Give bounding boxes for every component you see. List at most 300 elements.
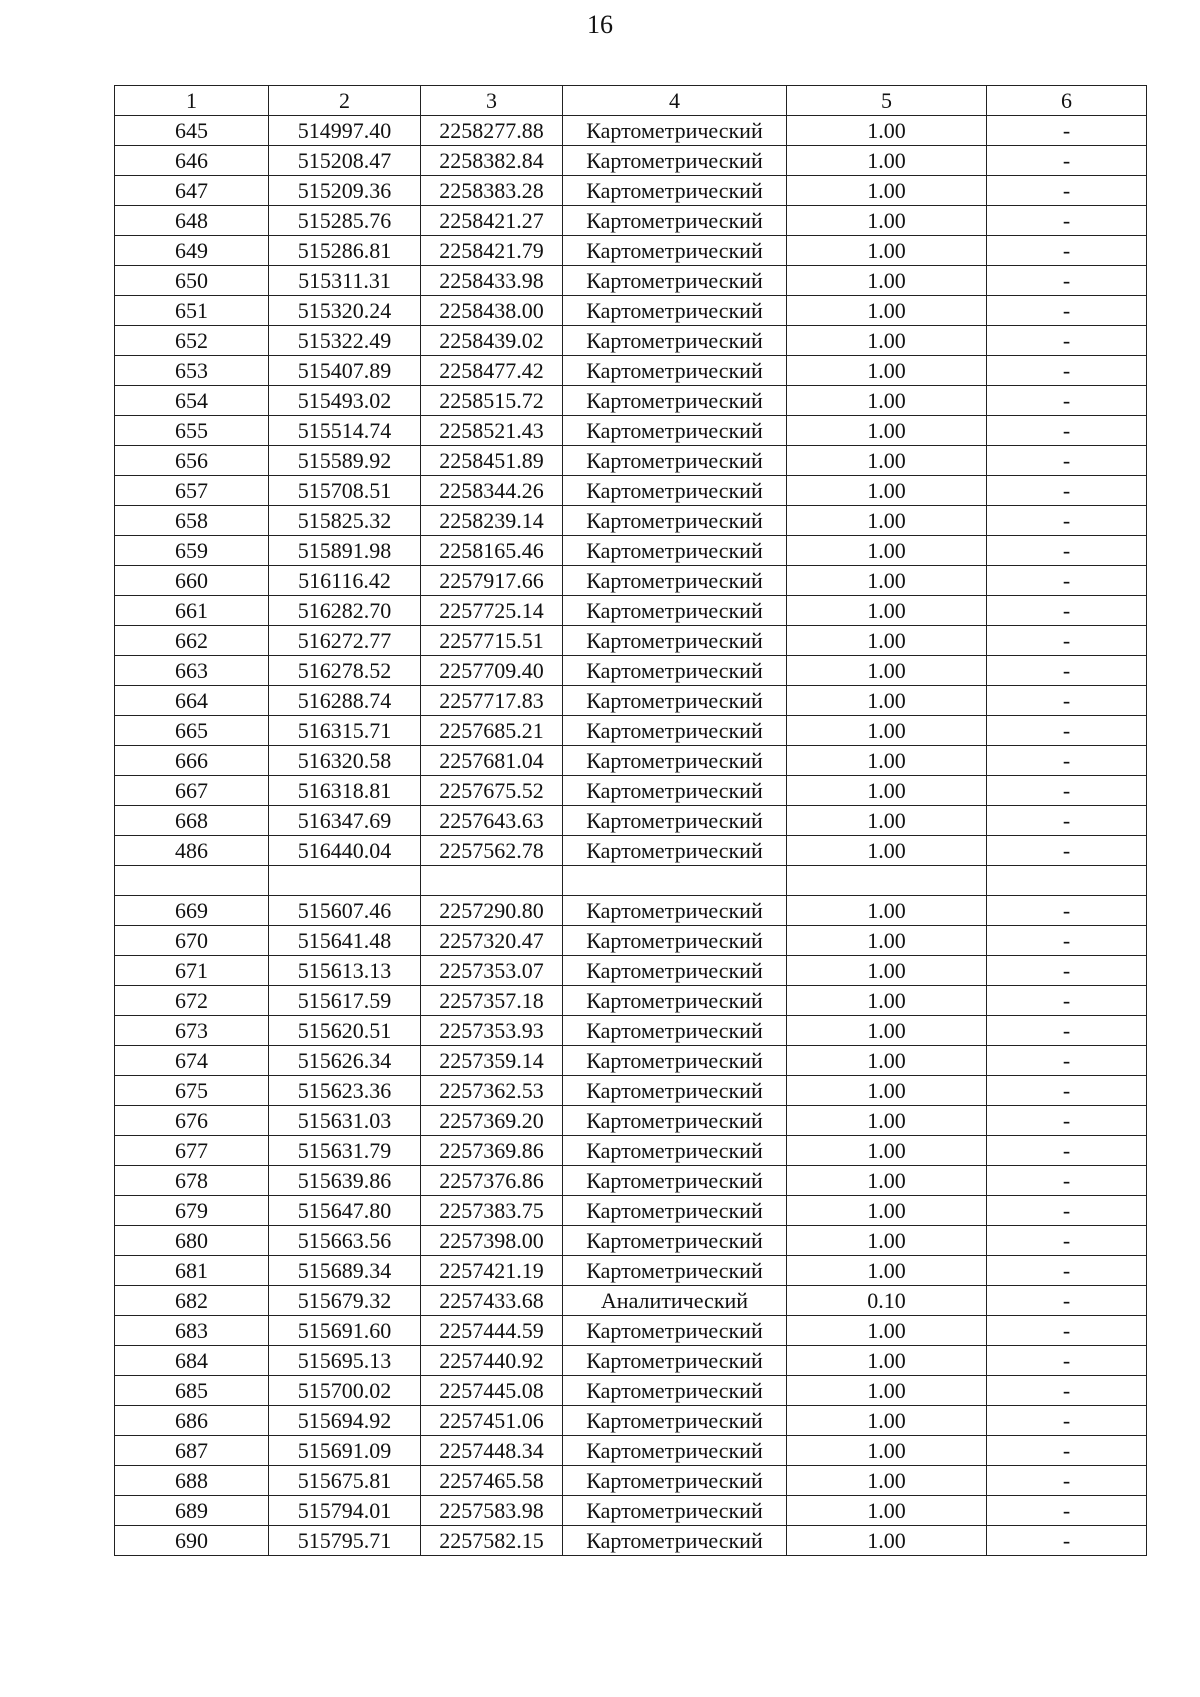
table-row bbox=[115, 416, 1147, 446]
method-cell: Картометрический bbox=[563, 176, 787, 206]
table-row bbox=[115, 1226, 1147, 1256]
y-coordinate-cell: 2258239.14 bbox=[421, 506, 563, 536]
x-coordinate-cell: 515208.47 bbox=[269, 146, 421, 176]
column-header: 5 bbox=[787, 86, 987, 116]
method-cell: Картометрический bbox=[563, 1316, 787, 1346]
table-row bbox=[115, 1526, 1147, 1556]
accuracy-cell: 1.00 bbox=[787, 746, 987, 776]
table-row bbox=[115, 1016, 1147, 1046]
method-cell: Картометрический bbox=[563, 1406, 787, 1436]
x-coordinate-cell: 516278.52 bbox=[269, 656, 421, 686]
table-row bbox=[115, 1166, 1147, 1196]
note-cell: - bbox=[987, 326, 1147, 356]
method-cell: Картометрический bbox=[563, 896, 787, 926]
accuracy-cell: 1.00 bbox=[787, 656, 987, 686]
accuracy-cell: 1.00 bbox=[787, 1436, 987, 1466]
x-coordinate-cell: 515794.01 bbox=[269, 1496, 421, 1526]
point-number-cell: 671 bbox=[115, 956, 269, 986]
table-row bbox=[115, 986, 1147, 1016]
point-number-cell: 690 bbox=[115, 1526, 269, 1556]
point-number-cell: 652 bbox=[115, 326, 269, 356]
y-coordinate-cell: 2258165.46 bbox=[421, 536, 563, 566]
x-coordinate-cell: 514997.40 bbox=[269, 116, 421, 146]
x-coordinate-cell: 516282.70 bbox=[269, 596, 421, 626]
x-coordinate-cell: 516116.42 bbox=[269, 566, 421, 596]
point-number-cell: 674 bbox=[115, 1046, 269, 1076]
y-coordinate-cell: 2257675.52 bbox=[421, 776, 563, 806]
method-cell: Картометрический bbox=[563, 1046, 787, 1076]
y-coordinate-cell: 2257917.66 bbox=[421, 566, 563, 596]
accuracy-cell: 1.00 bbox=[787, 206, 987, 236]
x-coordinate-cell: 515691.60 bbox=[269, 1316, 421, 1346]
accuracy-cell: 1.00 bbox=[787, 986, 987, 1016]
point-number-cell: 683 bbox=[115, 1316, 269, 1346]
table-row bbox=[115, 716, 1147, 746]
y-coordinate-cell: 2257685.21 bbox=[421, 716, 563, 746]
x-coordinate-cell: 515209.36 bbox=[269, 176, 421, 206]
accuracy-cell: 1.00 bbox=[787, 536, 987, 566]
point-number-cell: 646 bbox=[115, 146, 269, 176]
method-cell: Картометрический bbox=[563, 1016, 787, 1046]
accuracy-cell: 1.00 bbox=[787, 176, 987, 206]
x-coordinate-cell: 515675.81 bbox=[269, 1466, 421, 1496]
point-number-cell: 656 bbox=[115, 446, 269, 476]
note-cell: - bbox=[987, 506, 1147, 536]
y-coordinate-cell: 2257681.04 bbox=[421, 746, 563, 776]
accuracy-cell: 1.00 bbox=[787, 356, 987, 386]
x-coordinate-cell: 515825.32 bbox=[269, 506, 421, 536]
note-cell: - bbox=[987, 1286, 1147, 1316]
note-cell: - bbox=[987, 1526, 1147, 1556]
x-coordinate-cell: 515639.86 bbox=[269, 1166, 421, 1196]
y-coordinate-cell: 2258438.00 bbox=[421, 296, 563, 326]
method-cell: Картометрический bbox=[563, 236, 787, 266]
accuracy-cell: 1.00 bbox=[787, 1226, 987, 1256]
y-coordinate-cell: 2258382.84 bbox=[421, 146, 563, 176]
table-row bbox=[115, 476, 1147, 506]
method-cell: Картометрический bbox=[563, 686, 787, 716]
table-row bbox=[115, 656, 1147, 686]
accuracy-cell: 0.10 bbox=[787, 1286, 987, 1316]
point-number-cell: 675 bbox=[115, 1076, 269, 1106]
note-cell: - bbox=[987, 1196, 1147, 1226]
table-row bbox=[115, 1346, 1147, 1376]
method-cell: Картометрический bbox=[563, 326, 787, 356]
point-number-cell: 654 bbox=[115, 386, 269, 416]
note-cell: - bbox=[987, 1136, 1147, 1166]
table-body bbox=[115, 116, 1147, 1556]
table-row bbox=[115, 1316, 1147, 1346]
note-cell: - bbox=[987, 686, 1147, 716]
method-cell: Картометрический bbox=[563, 446, 787, 476]
point-number-cell: 676 bbox=[115, 1106, 269, 1136]
table-row bbox=[115, 806, 1147, 836]
note-cell: - bbox=[987, 956, 1147, 986]
accuracy-cell: 1.00 bbox=[787, 806, 987, 836]
table-row bbox=[115, 206, 1147, 236]
note-cell: - bbox=[987, 1016, 1147, 1046]
y-coordinate-cell: 2257582.15 bbox=[421, 1526, 563, 1556]
method-cell: Аналитический bbox=[563, 1286, 787, 1316]
accuracy-cell: 1.00 bbox=[787, 1496, 987, 1526]
y-coordinate-cell: 2257643.63 bbox=[421, 806, 563, 836]
point-number-cell: 658 bbox=[115, 506, 269, 536]
y-coordinate-cell: 2257445.08 bbox=[421, 1376, 563, 1406]
accuracy-cell: 1.00 bbox=[787, 566, 987, 596]
method-cell: Картометрический bbox=[563, 1346, 787, 1376]
point-number-cell: 661 bbox=[115, 596, 269, 626]
y-coordinate-cell: 2257362.53 bbox=[421, 1076, 563, 1106]
column-header: 1 bbox=[115, 86, 269, 116]
note-cell: - bbox=[987, 476, 1147, 506]
accuracy-cell: 1.00 bbox=[787, 686, 987, 716]
table-row bbox=[115, 386, 1147, 416]
table-row bbox=[115, 296, 1147, 326]
note-cell: - bbox=[987, 1436, 1147, 1466]
x-coordinate-cell: 515663.56 bbox=[269, 1226, 421, 1256]
x-coordinate-cell: 516440.04 bbox=[269, 836, 421, 866]
x-coordinate-cell: 515647.80 bbox=[269, 1196, 421, 1226]
method-cell: Картометрический bbox=[563, 926, 787, 956]
table-row bbox=[115, 1106, 1147, 1136]
y-coordinate-cell: 2257357.18 bbox=[421, 986, 563, 1016]
table-row bbox=[115, 356, 1147, 386]
x-coordinate-cell: 515641.48 bbox=[269, 926, 421, 956]
x-coordinate-cell: 515679.32 bbox=[269, 1286, 421, 1316]
method-cell: Картометрический bbox=[563, 506, 787, 536]
accuracy-cell: 1.00 bbox=[787, 1016, 987, 1046]
note-cell: - bbox=[987, 566, 1147, 596]
y-coordinate-cell: 2257369.20 bbox=[421, 1106, 563, 1136]
y-coordinate-cell: 2257725.14 bbox=[421, 596, 563, 626]
x-coordinate-cell: 515407.89 bbox=[269, 356, 421, 386]
accuracy-cell: 1.00 bbox=[787, 236, 987, 266]
method-cell: Картометрический bbox=[563, 1196, 787, 1226]
x-coordinate-cell: 515689.34 bbox=[269, 1256, 421, 1286]
method-cell: Картометрический bbox=[563, 716, 787, 746]
point-number-cell: 681 bbox=[115, 1256, 269, 1286]
x-coordinate-cell: 516315.71 bbox=[269, 716, 421, 746]
x-coordinate-cell: 515626.34 bbox=[269, 1046, 421, 1076]
y-coordinate-cell: 2257353.93 bbox=[421, 1016, 563, 1046]
accuracy-cell: 1.00 bbox=[787, 1376, 987, 1406]
x-coordinate-cell: 515631.79 bbox=[269, 1136, 421, 1166]
y-coordinate-cell: 2258344.26 bbox=[421, 476, 563, 506]
y-coordinate-cell bbox=[421, 866, 563, 896]
table-row bbox=[115, 1496, 1147, 1526]
y-coordinate-cell: 2258277.88 bbox=[421, 116, 563, 146]
x-coordinate-cell: 515285.76 bbox=[269, 206, 421, 236]
x-coordinate-cell: 515891.98 bbox=[269, 536, 421, 566]
accuracy-cell: 1.00 bbox=[787, 1196, 987, 1226]
accuracy-cell: 1.00 bbox=[787, 476, 987, 506]
method-cell: Картометрический bbox=[563, 776, 787, 806]
y-coordinate-cell: 2257376.86 bbox=[421, 1166, 563, 1196]
table-row bbox=[115, 956, 1147, 986]
accuracy-cell: 1.00 bbox=[787, 1106, 987, 1136]
point-number-cell: 659 bbox=[115, 536, 269, 566]
method-cell: Картометрический bbox=[563, 416, 787, 446]
accuracy-cell: 1.00 bbox=[787, 956, 987, 986]
x-coordinate-cell: 516288.74 bbox=[269, 686, 421, 716]
x-coordinate-cell: 515708.51 bbox=[269, 476, 421, 506]
table-row bbox=[115, 1286, 1147, 1316]
y-coordinate-cell: 2257440.92 bbox=[421, 1346, 563, 1376]
point-number-cell: 664 bbox=[115, 686, 269, 716]
table-row bbox=[115, 236, 1147, 266]
method-cell: Картометрический bbox=[563, 386, 787, 416]
point-number-cell: 689 bbox=[115, 1496, 269, 1526]
y-coordinate-cell: 2257709.40 bbox=[421, 656, 563, 686]
accuracy-cell: 1.00 bbox=[787, 776, 987, 806]
point-number-cell: 665 bbox=[115, 716, 269, 746]
y-coordinate-cell: 2257448.34 bbox=[421, 1436, 563, 1466]
point-number-cell: 678 bbox=[115, 1166, 269, 1196]
y-coordinate-cell: 2257583.98 bbox=[421, 1496, 563, 1526]
point-number-cell: 677 bbox=[115, 1136, 269, 1166]
note-cell: - bbox=[987, 656, 1147, 686]
note-cell: - bbox=[987, 986, 1147, 1016]
accuracy-cell: 1.00 bbox=[787, 1316, 987, 1346]
point-number-cell: 657 bbox=[115, 476, 269, 506]
y-coordinate-cell: 2257359.14 bbox=[421, 1046, 563, 1076]
accuracy-cell: 1.00 bbox=[787, 1346, 987, 1376]
method-cell: Картометрический bbox=[563, 1496, 787, 1526]
note-cell: - bbox=[987, 1316, 1147, 1346]
method-cell: Картометрический bbox=[563, 746, 787, 776]
note-cell: - bbox=[987, 1496, 1147, 1526]
note-cell: - bbox=[987, 716, 1147, 746]
accuracy-cell: 1.00 bbox=[787, 1046, 987, 1076]
column-header: 4 bbox=[563, 86, 787, 116]
note-cell: - bbox=[987, 1046, 1147, 1076]
x-coordinate-cell: 515691.09 bbox=[269, 1436, 421, 1466]
table-row bbox=[115, 536, 1147, 566]
note-cell: - bbox=[987, 296, 1147, 326]
method-cell: Картометрический bbox=[563, 806, 787, 836]
note-cell: - bbox=[987, 1376, 1147, 1406]
method-cell: Картометрический bbox=[563, 596, 787, 626]
note-cell: - bbox=[987, 356, 1147, 386]
note-cell: - bbox=[987, 1466, 1147, 1496]
x-coordinate-cell: 515514.74 bbox=[269, 416, 421, 446]
y-coordinate-cell: 2257353.07 bbox=[421, 956, 563, 986]
method-cell: Картометрический bbox=[563, 206, 787, 236]
y-coordinate-cell: 2257433.68 bbox=[421, 1286, 563, 1316]
method-cell: Картометрический bbox=[563, 836, 787, 866]
note-cell: - bbox=[987, 1106, 1147, 1136]
note-cell: - bbox=[987, 896, 1147, 926]
table-row bbox=[115, 506, 1147, 536]
accuracy-cell: 1.00 bbox=[787, 896, 987, 926]
method-cell: Картометрический bbox=[563, 1166, 787, 1196]
point-number-cell: 679 bbox=[115, 1196, 269, 1226]
note-cell: - bbox=[987, 206, 1147, 236]
accuracy-cell: 1.00 bbox=[787, 596, 987, 626]
note-cell: - bbox=[987, 596, 1147, 626]
x-coordinate-cell: 516318.81 bbox=[269, 776, 421, 806]
y-coordinate-cell: 2258477.42 bbox=[421, 356, 563, 386]
point-number-cell: 651 bbox=[115, 296, 269, 326]
point-number-cell: 655 bbox=[115, 416, 269, 446]
x-coordinate-cell: 515311.31 bbox=[269, 266, 421, 296]
accuracy-cell: 1.00 bbox=[787, 116, 987, 146]
table-row bbox=[115, 596, 1147, 626]
method-cell: Картометрический bbox=[563, 566, 787, 596]
accuracy-cell: 1.00 bbox=[787, 1406, 987, 1436]
method-cell: Картометрический bbox=[563, 656, 787, 686]
y-coordinate-cell: 2257383.75 bbox=[421, 1196, 563, 1226]
x-coordinate-cell: 515623.36 bbox=[269, 1076, 421, 1106]
y-coordinate-cell: 2258383.28 bbox=[421, 176, 563, 206]
accuracy-cell: 1.00 bbox=[787, 1526, 987, 1556]
x-coordinate-cell bbox=[269, 866, 421, 896]
note-cell: - bbox=[987, 236, 1147, 266]
note-cell: - bbox=[987, 386, 1147, 416]
table-row bbox=[115, 266, 1147, 296]
accuracy-cell: 1.00 bbox=[787, 836, 987, 866]
x-coordinate-cell: 515613.13 bbox=[269, 956, 421, 986]
note-cell: - bbox=[987, 176, 1147, 206]
accuracy-cell: 1.00 bbox=[787, 446, 987, 476]
y-coordinate-cell: 2257444.59 bbox=[421, 1316, 563, 1346]
method-cell bbox=[563, 866, 787, 896]
table-row bbox=[115, 1376, 1147, 1406]
table-row bbox=[115, 446, 1147, 476]
method-cell: Картометрический bbox=[563, 1526, 787, 1556]
method-cell: Картометрический bbox=[563, 1136, 787, 1166]
point-number-cell: 486 bbox=[115, 836, 269, 866]
y-coordinate-cell: 2258439.02 bbox=[421, 326, 563, 356]
y-coordinate-cell: 2257715.51 bbox=[421, 626, 563, 656]
y-coordinate-cell: 2258451.89 bbox=[421, 446, 563, 476]
method-cell: Картометрический bbox=[563, 356, 787, 386]
point-number-cell: 649 bbox=[115, 236, 269, 266]
x-coordinate-cell: 515320.24 bbox=[269, 296, 421, 326]
table-row bbox=[115, 1406, 1147, 1436]
column-header: 6 bbox=[987, 86, 1147, 116]
x-coordinate-cell: 515694.92 bbox=[269, 1406, 421, 1436]
point-number-cell: 645 bbox=[115, 116, 269, 146]
y-coordinate-cell: 2258521.43 bbox=[421, 416, 563, 446]
method-cell: Картометрический bbox=[563, 1226, 787, 1256]
x-coordinate-cell: 515695.13 bbox=[269, 1346, 421, 1376]
x-coordinate-cell: 516320.58 bbox=[269, 746, 421, 776]
coordinates-table bbox=[114, 85, 1147, 1556]
table-row bbox=[115, 926, 1147, 956]
point-number-cell: 653 bbox=[115, 356, 269, 386]
point-number-cell: 682 bbox=[115, 1286, 269, 1316]
method-cell: Картометрический bbox=[563, 956, 787, 986]
note-cell: - bbox=[987, 1226, 1147, 1256]
accuracy-cell: 1.00 bbox=[787, 1076, 987, 1106]
x-coordinate-cell: 516347.69 bbox=[269, 806, 421, 836]
method-cell: Картометрический bbox=[563, 1106, 787, 1136]
method-cell: Картометрический bbox=[563, 1376, 787, 1406]
accuracy-cell: 1.00 bbox=[787, 626, 987, 656]
note-cell: - bbox=[987, 1166, 1147, 1196]
point-number-cell: 688 bbox=[115, 1466, 269, 1496]
note-cell: - bbox=[987, 776, 1147, 806]
table-row bbox=[115, 866, 1147, 896]
table-row bbox=[115, 776, 1147, 806]
accuracy-cell: 1.00 bbox=[787, 146, 987, 176]
accuracy-cell: 1.00 bbox=[787, 266, 987, 296]
y-coordinate-cell: 2257451.06 bbox=[421, 1406, 563, 1436]
point-number-cell: 660 bbox=[115, 566, 269, 596]
x-coordinate-cell: 515631.03 bbox=[269, 1106, 421, 1136]
note-cell: - bbox=[987, 1076, 1147, 1106]
note-cell: - bbox=[987, 1346, 1147, 1376]
point-number-cell: 686 bbox=[115, 1406, 269, 1436]
table-row bbox=[115, 1436, 1147, 1466]
note-cell: - bbox=[987, 536, 1147, 566]
point-number-cell: 648 bbox=[115, 206, 269, 236]
table-row bbox=[115, 566, 1147, 596]
accuracy-cell: 1.00 bbox=[787, 1466, 987, 1496]
x-coordinate-cell: 516272.77 bbox=[269, 626, 421, 656]
point-number-cell: 684 bbox=[115, 1346, 269, 1376]
point-number-cell: 687 bbox=[115, 1436, 269, 1466]
column-header: 2 bbox=[269, 86, 421, 116]
point-number-cell: 672 bbox=[115, 986, 269, 1016]
table-row bbox=[115, 746, 1147, 776]
accuracy-cell: 1.00 bbox=[787, 296, 987, 326]
x-coordinate-cell: 515607.46 bbox=[269, 896, 421, 926]
column-header: 3 bbox=[421, 86, 563, 116]
note-cell: - bbox=[987, 446, 1147, 476]
table-row bbox=[115, 686, 1147, 716]
note-cell: - bbox=[987, 836, 1147, 866]
point-number-cell: 662 bbox=[115, 626, 269, 656]
point-number-cell: 647 bbox=[115, 176, 269, 206]
method-cell: Картометрический bbox=[563, 1436, 787, 1466]
y-coordinate-cell: 2257562.78 bbox=[421, 836, 563, 866]
accuracy-cell: 1.00 bbox=[787, 1166, 987, 1196]
y-coordinate-cell: 2258421.79 bbox=[421, 236, 563, 266]
accuracy-cell: 1.00 bbox=[787, 506, 987, 536]
y-coordinate-cell: 2257421.19 bbox=[421, 1256, 563, 1286]
note-cell: - bbox=[987, 1256, 1147, 1286]
table-row bbox=[115, 116, 1147, 146]
point-number-cell: 673 bbox=[115, 1016, 269, 1046]
table-header-row bbox=[115, 86, 1147, 116]
method-cell: Картометрический bbox=[563, 1256, 787, 1286]
accuracy-cell: 1.00 bbox=[787, 386, 987, 416]
table-row bbox=[115, 1076, 1147, 1106]
table-row bbox=[115, 1136, 1147, 1166]
accuracy-cell: 1.00 bbox=[787, 716, 987, 746]
note-cell: - bbox=[987, 266, 1147, 296]
page-number: 16 bbox=[587, 10, 613, 39]
x-coordinate-cell: 515589.92 bbox=[269, 446, 421, 476]
table-row bbox=[115, 626, 1147, 656]
table-row bbox=[115, 896, 1147, 926]
accuracy-cell: 1.00 bbox=[787, 326, 987, 356]
y-coordinate-cell: 2258421.27 bbox=[421, 206, 563, 236]
x-coordinate-cell: 515286.81 bbox=[269, 236, 421, 266]
point-number-cell: 670 bbox=[115, 926, 269, 956]
table-row bbox=[115, 176, 1147, 206]
x-coordinate-cell: 515322.49 bbox=[269, 326, 421, 356]
y-coordinate-cell: 2258433.98 bbox=[421, 266, 563, 296]
y-coordinate-cell: 2257290.80 bbox=[421, 896, 563, 926]
y-coordinate-cell: 2257320.47 bbox=[421, 926, 563, 956]
accuracy-cell: 1.00 bbox=[787, 926, 987, 956]
note-cell: - bbox=[987, 746, 1147, 776]
point-number-cell: 666 bbox=[115, 746, 269, 776]
x-coordinate-cell: 515493.02 bbox=[269, 386, 421, 416]
